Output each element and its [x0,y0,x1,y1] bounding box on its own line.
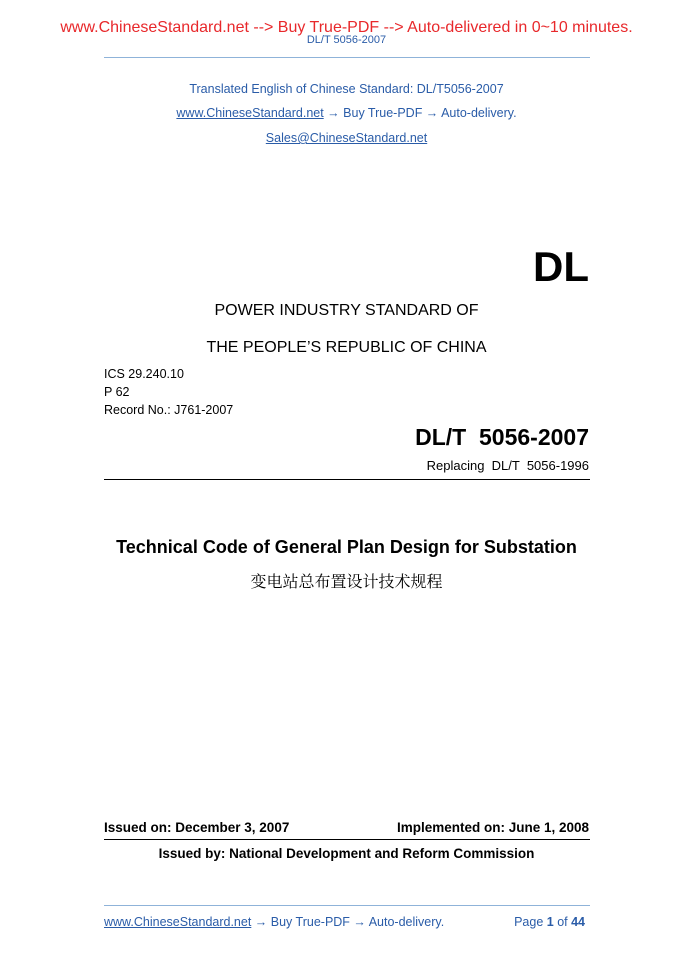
page-label: Page [514,915,547,929]
purchase-line [0,106,693,120]
implemented-date: Implemented on: June 1, 2008 [396,820,589,835]
page-indicator [514,915,585,929]
footer-rule [104,905,590,906]
replacing-note: Replacing DL/T 5056-1996 [426,458,589,473]
email-line [0,131,693,145]
translation-note: Translated English of Chinese Standard: DL/T5056-2007 [189,82,504,96]
record-number: Record No.: J761-2007 [104,403,234,417]
footer-site-link[interactable]: www.ChineseStandard.net [104,915,252,929]
title-rule [104,479,590,480]
p-code: P 62 [104,385,130,399]
ics-code: ICS 29.240.10 [104,367,184,381]
email-link[interactable]: Sales@ChineseStandard.net [265,131,428,145]
purchase-text: → Buy True-PDF → Auto-delivery. [323,106,517,120]
page-total: 44 [571,915,585,929]
site-link[interactable]: www.ChineseStandard.net [176,106,324,120]
org-line-1: POWER INDUSTRY STANDARD OF [214,302,479,319]
page-number: 1 [546,915,554,929]
dl-logo: DL [533,243,589,290]
footer-purchase [104,915,444,929]
header-standard-code: DL/T 5056-2007 [306,34,387,46]
of-label: of [553,915,572,929]
issued-date: Issued on: December 3, 2007 [104,820,290,835]
issuing-authority: Issued by: National Development and Reform Commission [158,846,535,861]
title-english: Technical Code of General Plan Design for Substation [116,537,577,557]
promo-banner[interactable]: www.ChineseStandard.net --> Buy True-PDF --> Auto-delivered in 0~10 minutes. [60,19,633,36]
org-line-2: THE PEOPLE’S REPUBLIC OF CHINA [206,339,487,356]
header-rule [104,57,590,58]
footer-purchase-text: → Buy True-PDF → Auto-delivery. [251,915,445,929]
dates-rule [104,839,590,840]
title-chinese: 变电站总布置设计技术规程 [250,572,443,591]
standard-code: DL/T 5056-2007 [415,424,589,450]
